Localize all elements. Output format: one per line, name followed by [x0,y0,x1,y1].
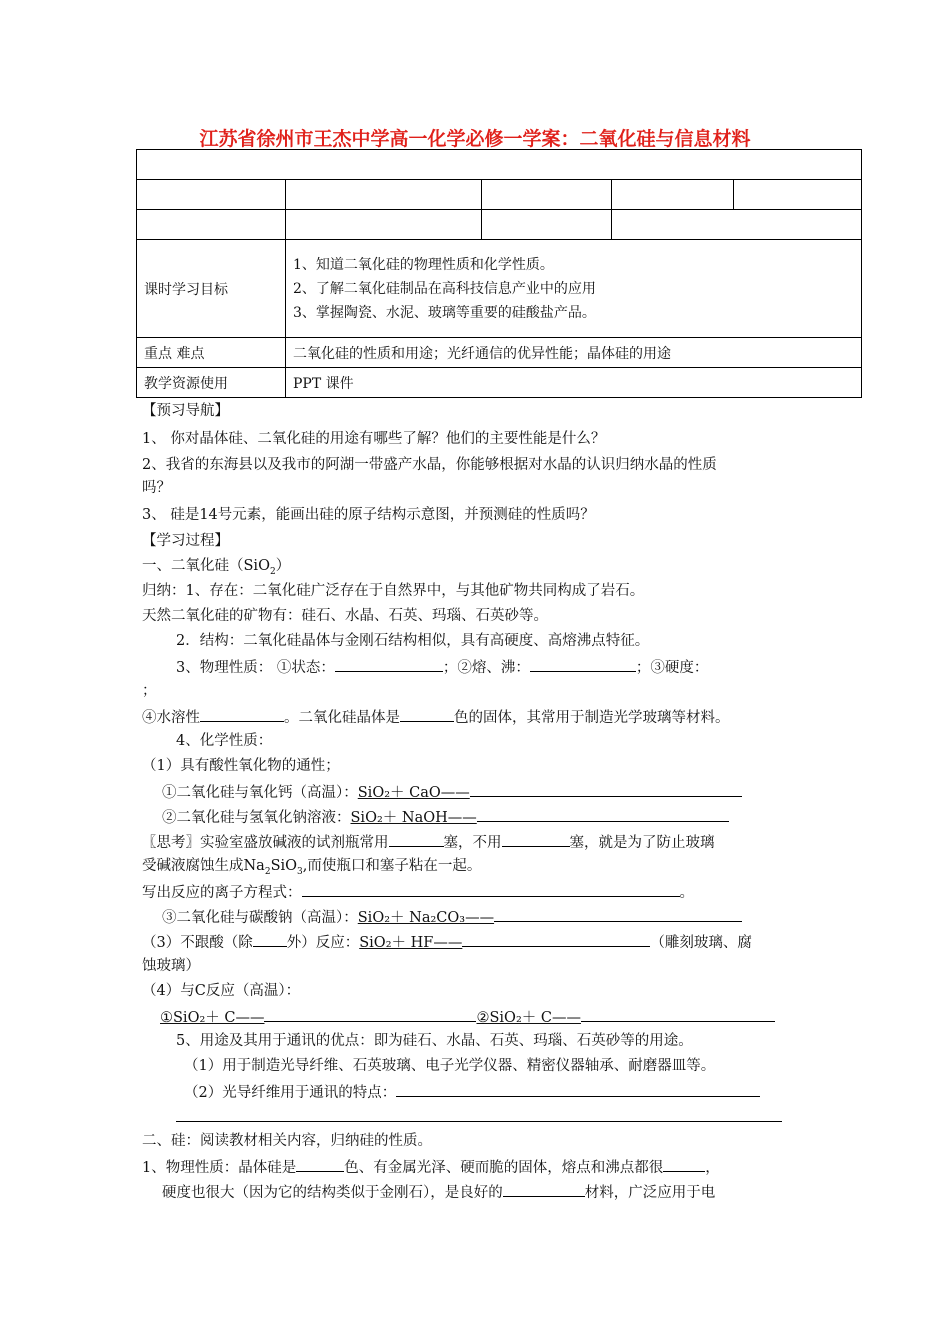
resources-value: PPT 课件 [286,368,862,398]
fill-blank[interactable] [470,781,742,797]
fill-blank[interactable] [296,1156,344,1172]
fill-blank[interactable] [400,706,454,722]
table-cell [286,180,482,210]
goal-item: 3、掌握陶瓷、水泥、玻璃等重要的硅酸盐产品。 [293,304,596,321]
fiber-features-cont [176,1106,846,1128]
fill-blank[interactable] [530,656,636,672]
fill-blank[interactable] [502,831,570,847]
think-line-cont: 受碱液腐蚀生成$Na_2SiO_3$,而使瓶口和塞子粘在一起。 [142,858,482,877]
acid-reaction-line: （3）不跟酸（除 外）反应：SiO₂＋ HF—— （雕刻玻璃、腐 [142,931,812,953]
fill-blank[interactable] [302,881,680,897]
fill-blank[interactable] [581,1006,775,1022]
preview-question-1: 1、 你对晶体硅、二氧化硅的用途有哪些了解？他们的主要性能是什么？ [142,431,606,447]
goals-label: 课时学习目标 [137,240,286,338]
uses-line: 5、用途及其用于通讯的优点：即为硅石、水晶、石英、玛瑙、石英砂等的用途。 [176,1033,693,1049]
fill-blank[interactable] [264,1006,476,1022]
resources-label: 教学资源使用 [137,368,286,398]
acidic-oxide-line: （1）具有酸性氧化物的通性； [142,758,340,774]
physical-properties-line: 3、物理性质： ①状态： ；②熔、沸： ；③硬度： [176,656,846,678]
lesson-info-table [136,149,862,398]
process-heading: 【学习过程】 [142,533,229,549]
silicon-physical-line: 1、物理性质：晶体硅是 色、有金属光泽、硬而脆的固体，熔点和沸点都很 ， [142,1156,812,1178]
fill-blank[interactable] [200,706,284,722]
reaction-naoh-line: ②二氧化硅与氢氧化钠溶液：SiO₂＋ NaOH—— [162,806,832,828]
goal-item: 1、知道二氧化硅的物理性质和化学性质。 [293,256,554,273]
preview-question-2-cont: 吗？ [142,480,171,496]
carbon-reactions-line: ①SiO₂＋ C—— ②SiO₂＋ C—— [160,1006,830,1028]
preview-heading: 【预习导航】 [142,403,229,419]
preview-question-3: 3、 硅是14号元素，能画出硅的原子结构示意图，并预测硅的性质吗？ [142,507,595,523]
minerals-line: 天然二氧化硅的矿物有：硅石、水晶、石英、玛瑙、石英砂等。 [142,608,548,624]
acid-reaction-cont: 蚀玻璃） [142,958,200,974]
key-points-value: 二氧化硅的性质和用途；光纤通信的优异性能；晶体硅的用途 [286,338,862,368]
fill-blank[interactable] [396,1081,760,1097]
fill-blank[interactable] [477,806,729,822]
fill-blank[interactable] [462,931,650,947]
fiber-features-line: （2）光导纤维用于通讯的特点： [184,1081,854,1103]
fill-blank[interactable] [253,931,287,947]
goals-list [286,240,862,338]
think-line: 〖思考〗实验室盛放碱液的试剂瓶常用 塞，不用 塞，就是为了防止玻璃 [142,831,812,853]
fill-blank[interactable] [503,1181,585,1197]
section-1-heading: 一、二氧化硅（SiO$_2$） [142,558,291,577]
fill-blank[interactable] [389,831,444,847]
chemical-properties-heading: 4、化学性质： [176,733,273,749]
fill-blank[interactable] [335,656,443,672]
ionic-equation-line: 写出反应的离子方程式： 。 [142,881,812,903]
table-cell [137,150,862,180]
table-cell [734,180,862,210]
existence-line: 归纳：1、存在：二氧化硅广泛存在于自然界中，与其他矿物共同构成了岩石。 [142,583,645,599]
reaction-cao-line: ①二氧化硅与氧化钙（高温）：SiO₂＋ CaO—— [162,781,832,803]
fill-blank[interactable] [176,1106,782,1122]
table-cell [286,210,482,240]
fill-blank[interactable] [494,906,742,922]
section-2-heading: 二、硅：阅读教材相关内容，归纳硅的性质。 [142,1133,432,1149]
silicon-physical-cont: 硬度也很大（因为它的结构类似于金刚石），是良好的 材料，广泛应用于电 [162,1181,832,1203]
table-cell [137,210,286,240]
table-cell [482,180,612,210]
table-cell [482,210,612,240]
table-cell [612,180,734,210]
semicolon-line: ； [142,683,157,699]
table-cell [137,180,286,210]
reaction-na2co3-line: ③二氧化硅与碳酸钠（高温）：SiO₂＋ Na₂CO₃—— [162,906,832,928]
fill-blank[interactable] [663,1156,705,1172]
structure-line: 2．结构：二氧化硅晶体与金刚石结构相似，具有高硬度、高熔沸点特征。 [176,633,650,649]
carbon-reaction-heading: （4）与C反应（高温）： [142,983,301,999]
preview-question-2: 2、我省的东海县以及我市的阿湖一带盛产水晶，你能够根据对水晶的认识归纳水晶的性质 [142,457,717,473]
document-title: 江苏省徐州市王杰中学高一化学必修一学案：二氧化硅与信息材料 [199,128,751,150]
table-cell [612,210,862,240]
goal-item: 2、了解二氧化硅制品在高科技信息产业中的应用 [293,280,596,297]
solubility-line: ④水溶性 。二氧化硅晶体是 色的固体，其常用于制造光学玻璃等材料。 [142,706,812,728]
key-points-label: 重点 难点 [137,338,286,368]
uses-line-1: （1）用于制造光导纤维、石英玻璃、电子光学仪器、精密仪器轴承、耐磨器皿等。 [184,1058,716,1074]
